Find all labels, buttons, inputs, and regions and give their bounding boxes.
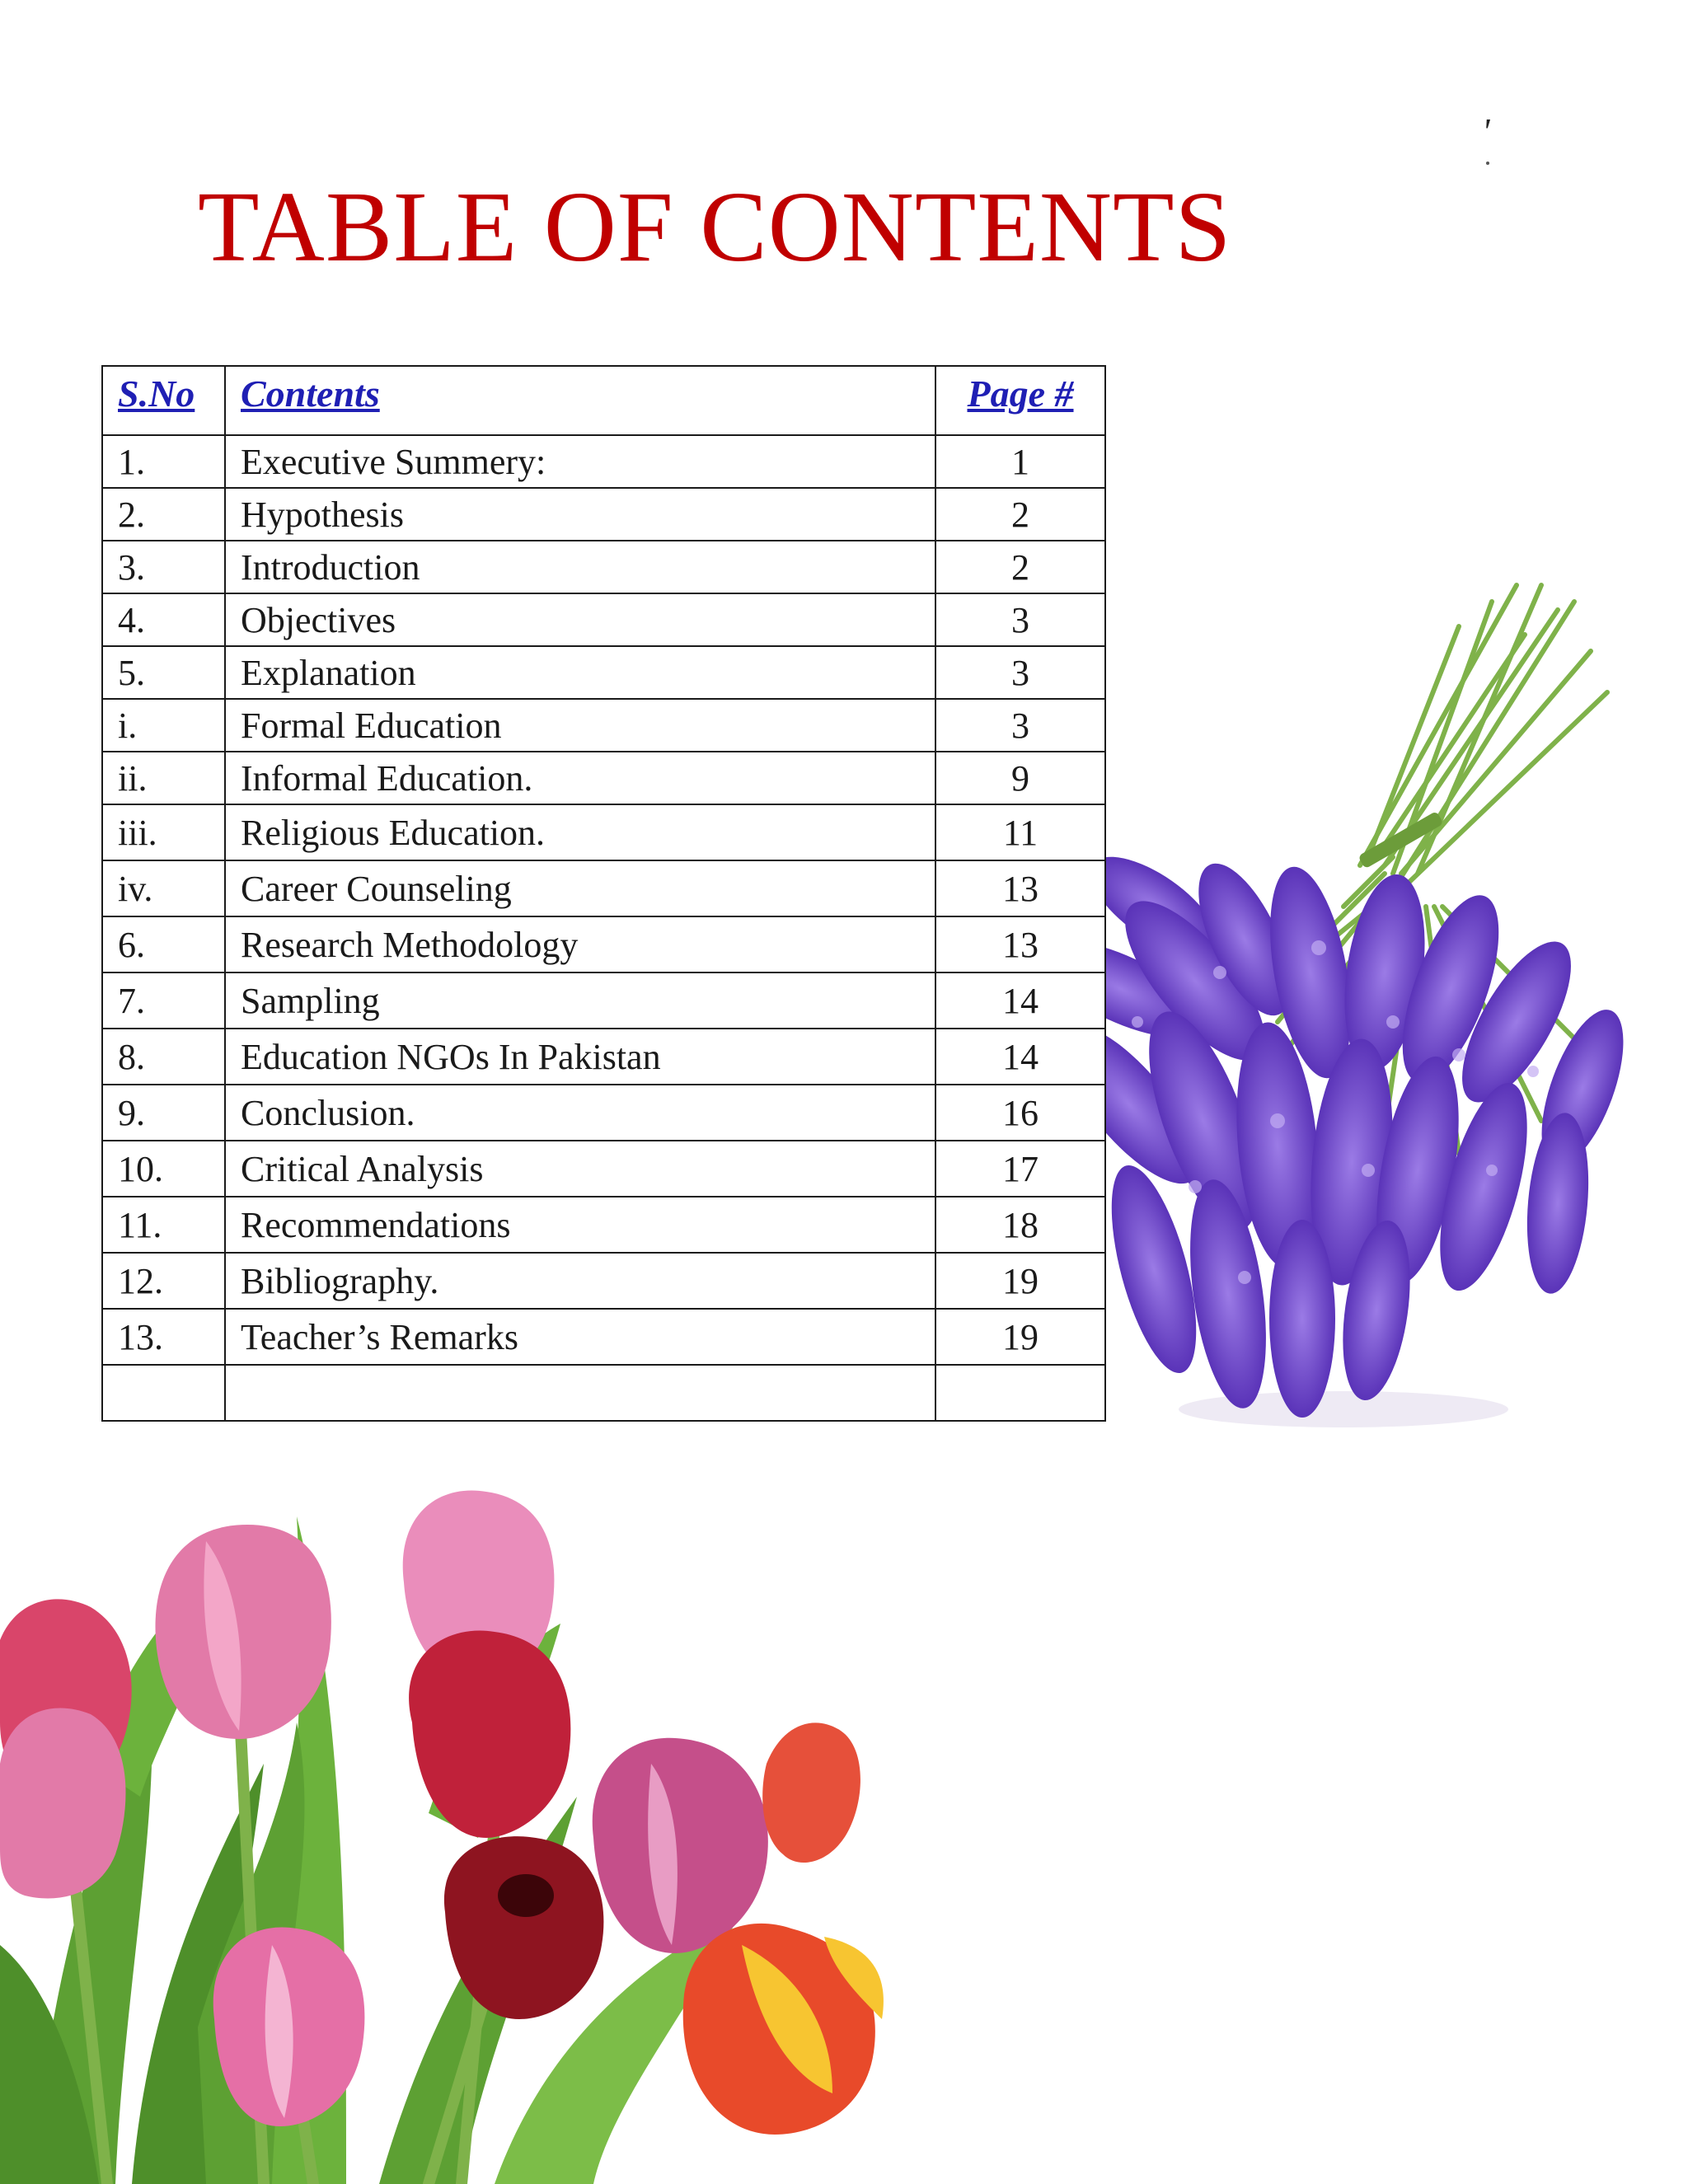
- table-row: [102, 972, 1105, 1029]
- row-sno: i.: [102, 699, 225, 752]
- row-sno: 11.: [102, 1197, 225, 1253]
- row-contents: Executive Summery:: [225, 435, 935, 488]
- table-row-empty: [102, 1365, 1105, 1421]
- table-row: [102, 1141, 1105, 1197]
- table-row: [102, 804, 1105, 860]
- row-page: 2: [935, 488, 1105, 541]
- row-sno: ii.: [102, 752, 225, 804]
- table-row: [102, 1029, 1105, 1085]
- table-row: [102, 593, 1105, 646]
- table-row: [102, 435, 1105, 488]
- table-row: [102, 1085, 1105, 1141]
- row-sno: 3.: [102, 541, 225, 593]
- row-contents: Introduction: [225, 541, 935, 593]
- row-sno: 6.: [102, 916, 225, 972]
- row-page: 9: [935, 752, 1105, 804]
- table-row: [102, 1309, 1105, 1365]
- corner-mark: ': [1482, 111, 1490, 152]
- row-sno: 2.: [102, 488, 225, 541]
- row-contents: Career Counseling: [225, 860, 935, 916]
- row-page: 14: [935, 1029, 1105, 1085]
- row-contents: Teacher’s Remarks: [225, 1309, 935, 1365]
- row-sno: iii.: [102, 804, 225, 860]
- table-row: [102, 752, 1105, 804]
- row-contents: Objectives: [225, 593, 935, 646]
- row-sno: iv.: [102, 860, 225, 916]
- table-row: [102, 1253, 1105, 1309]
- header-page: Page #: [935, 366, 1105, 435]
- table-header-row: [102, 366, 1105, 435]
- row-page: 14: [935, 972, 1105, 1029]
- row-contents: Conclusion.: [225, 1085, 935, 1141]
- row-contents: Informal Education.: [225, 752, 935, 804]
- row-page: 11: [935, 804, 1105, 860]
- page-title: TABLE OF CONTENTS: [198, 171, 1232, 283]
- row-sno: 10.: [102, 1141, 225, 1197]
- header-contents: Contents: [225, 366, 935, 435]
- row-contents: Hypothesis: [225, 488, 935, 541]
- row-contents: Explanation: [225, 646, 935, 699]
- row-page: 19: [935, 1253, 1105, 1309]
- header-sno: S.No: [102, 366, 225, 435]
- row-sno: [102, 1365, 225, 1421]
- row-page: 17: [935, 1141, 1105, 1197]
- row-page: 1: [935, 435, 1105, 488]
- row-sno: 9.: [102, 1085, 225, 1141]
- row-page: 19: [935, 1309, 1105, 1365]
- tulip-image: [0, 1451, 923, 2184]
- table-of-contents: [101, 365, 1106, 1422]
- row-contents: [225, 1365, 935, 1421]
- row-page: 3: [935, 699, 1105, 752]
- row-contents: Critical Analysis: [225, 1141, 935, 1197]
- table-row: [102, 1197, 1105, 1253]
- table-row: [102, 916, 1105, 972]
- row-page: 3: [935, 593, 1105, 646]
- row-sno: 4.: [102, 593, 225, 646]
- row-contents: Sampling: [225, 972, 935, 1029]
- table-row: [102, 488, 1105, 541]
- table-row: [102, 541, 1105, 593]
- row-contents: Recommendations: [225, 1197, 935, 1253]
- row-contents: Formal Education: [225, 699, 935, 752]
- row-sno: 1.: [102, 435, 225, 488]
- row-sno: 7.: [102, 972, 225, 1029]
- table-row: [102, 860, 1105, 916]
- corner-dot: [1486, 162, 1489, 165]
- row-contents: Religious Education.: [225, 804, 935, 860]
- row-page: 18: [935, 1197, 1105, 1253]
- table-row: [102, 699, 1105, 752]
- row-page: 16: [935, 1085, 1105, 1141]
- row-sno: 13.: [102, 1309, 225, 1365]
- row-sno: 5.: [102, 646, 225, 699]
- row-page: 13: [935, 916, 1105, 972]
- row-page: 3: [935, 646, 1105, 699]
- row-contents: Education NGOs In Pakistan: [225, 1029, 935, 1085]
- row-contents: Research Methodology: [225, 916, 935, 972]
- lavender-image: [1030, 445, 1673, 1467]
- table-row: [102, 646, 1105, 699]
- row-sno: 12.: [102, 1253, 225, 1309]
- row-page: 13: [935, 860, 1105, 916]
- row-page: [935, 1365, 1105, 1421]
- row-sno: 8.: [102, 1029, 225, 1085]
- row-page: 2: [935, 541, 1105, 593]
- row-contents: Bibliography.: [225, 1253, 935, 1309]
